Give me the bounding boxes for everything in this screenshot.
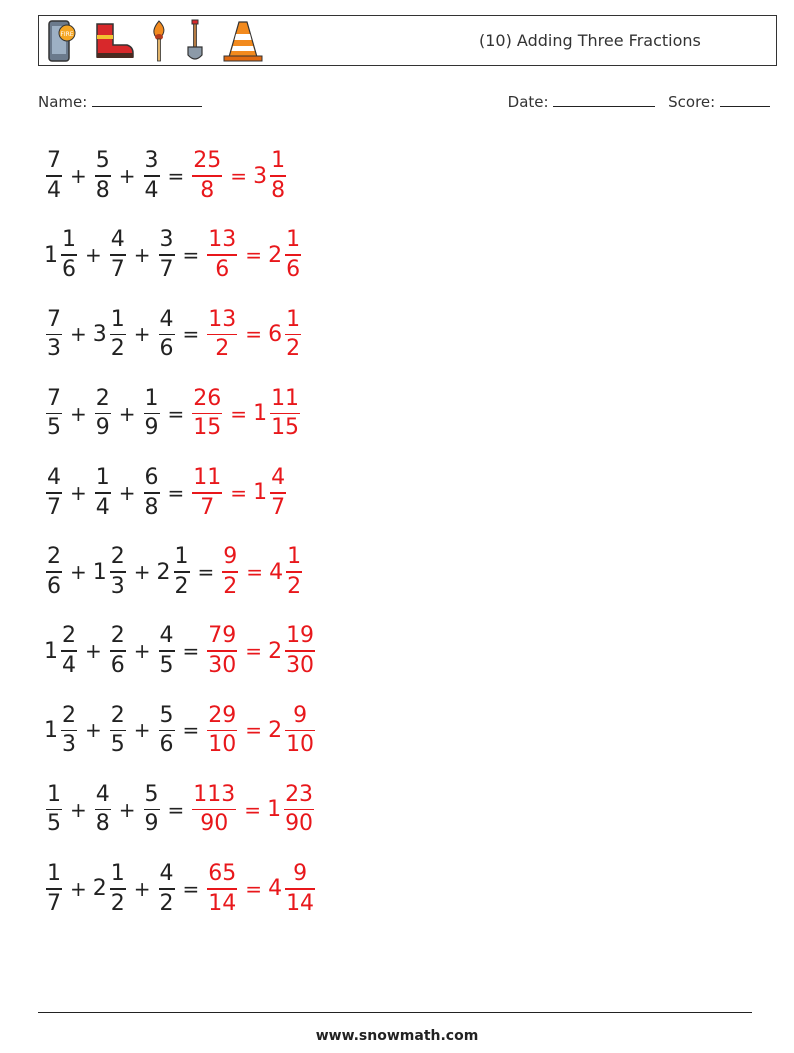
denominator: 6 (286, 256, 301, 282)
plus-sign: + (118, 480, 136, 505)
fraction (108, 702, 128, 758)
denominator: 5 (110, 732, 125, 758)
fraction (142, 150, 162, 202)
whole-number: 1 (253, 480, 268, 506)
fraction (283, 625, 317, 677)
plus-sign: + (70, 401, 87, 426)
plus-sign: + (133, 639, 151, 664)
denominator: 90 (285, 811, 314, 837)
whole-number: 4 (269, 559, 284, 585)
denominator: 5 (47, 811, 61, 837)
numerator: 7 (47, 306, 61, 332)
numerator: 2 (110, 623, 125, 649)
denominator: 10 (286, 732, 315, 758)
fraction (157, 625, 177, 677)
numerator: 2 (62, 702, 76, 728)
fraction (108, 625, 128, 677)
numerator: 7 (47, 385, 61, 411)
addend (142, 385, 162, 441)
plus-sign: + (118, 164, 136, 188)
denominator: 4 (95, 494, 110, 520)
addend (93, 546, 128, 598)
plus-sign: + (70, 876, 87, 901)
worksheet-title: (10) Adding Three Fractions (479, 31, 701, 50)
fraction (44, 546, 64, 598)
whole-number: 1 (267, 797, 282, 823)
improper-fraction-answer (205, 229, 239, 281)
fraction (44, 781, 64, 837)
fraction (157, 702, 177, 758)
numerator: 7 (47, 148, 61, 174)
equals-sign: = (182, 718, 200, 743)
numerator: 13 (208, 227, 237, 253)
whole-number: 1 (44, 717, 58, 743)
problem-row (44, 146, 288, 206)
answer (205, 702, 317, 758)
numerator: 4 (159, 306, 174, 332)
whole-number: 3 (92, 321, 107, 347)
denominator: 4 (47, 177, 61, 203)
denominator: 8 (200, 177, 215, 203)
numerator: 19 (286, 623, 315, 649)
equals-sign: = (182, 876, 200, 901)
denominator: 6 (110, 652, 125, 678)
fraction (93, 781, 113, 837)
fraction (283, 229, 303, 281)
fraction (108, 306, 128, 362)
denominator: 3 (110, 573, 125, 599)
denominator: 2 (110, 336, 125, 362)
whole-number: 1 (44, 242, 58, 268)
addend (44, 306, 64, 362)
addend (93, 781, 113, 837)
plus-sign: + (133, 718, 151, 743)
numerator: 13 (208, 306, 237, 332)
addend (44, 781, 64, 837)
plus-sign: + (70, 797, 87, 822)
plus-sign: + (133, 243, 151, 268)
name-field (38, 92, 202, 111)
denominator: 90 (200, 811, 229, 837)
equals-sign: = (167, 797, 185, 822)
denominator: 2 (286, 336, 301, 362)
equals-sign: = (245, 243, 263, 268)
addend (93, 150, 113, 202)
denominator: 9 (95, 415, 110, 441)
improper-fraction-answer (205, 625, 239, 677)
addend (108, 229, 128, 281)
denominator: 7 (110, 256, 125, 282)
denominator: 30 (208, 652, 237, 678)
fraction (283, 863, 317, 915)
denominator: 6 (159, 336, 174, 362)
problem-row (44, 700, 317, 760)
footer-divider (38, 1012, 752, 1013)
denominator: 7 (271, 494, 286, 520)
name-label: Name: (38, 93, 88, 111)
plus-sign: + (70, 164, 87, 188)
numerator: 23 (285, 781, 314, 807)
score-label: Score: (668, 93, 716, 111)
plus-sign: + (85, 718, 102, 743)
numerator: 5 (95, 148, 110, 174)
denominator: 6 (47, 573, 61, 599)
addend (44, 467, 64, 519)
addend (157, 546, 192, 598)
shovel-icon (183, 19, 207, 63)
addend (157, 863, 177, 915)
equals-sign: = (182, 639, 200, 664)
addend (142, 150, 162, 202)
numerator: 4 (271, 465, 286, 491)
fraction (142, 467, 162, 519)
date-blank[interactable] (553, 92, 655, 107)
improper-fraction-answer (190, 150, 224, 202)
addend (93, 863, 128, 915)
denominator: 6 (215, 256, 230, 282)
header-icons (47, 18, 265, 64)
plus-sign: + (133, 322, 151, 347)
addend (157, 229, 177, 281)
plus-sign: + (118, 797, 136, 822)
numerator: 1 (110, 861, 125, 887)
footer-url: www.snowmath.com (315, 1028, 479, 1044)
whole-number: 1 (253, 401, 268, 427)
improper-fraction-answer (190, 781, 238, 837)
fraction (59, 229, 79, 281)
fraction (44, 385, 64, 441)
denominator: 7 (47, 494, 61, 520)
plus-sign: + (70, 480, 87, 505)
date-score-fields (508, 92, 770, 111)
denominator: 2 (287, 573, 302, 599)
improper-fraction-answer (205, 306, 239, 362)
numerator: 4 (110, 227, 125, 253)
problem-row (44, 225, 303, 285)
improper-fraction-answer (190, 467, 224, 519)
denominator: 2 (159, 890, 174, 916)
problem-row (44, 780, 316, 840)
fraction (93, 150, 113, 202)
numerator: 2 (47, 544, 61, 570)
denominator: 15 (271, 415, 300, 441)
plus-sign: + (85, 243, 102, 268)
plus-sign: + (133, 876, 151, 901)
answer (220, 546, 304, 598)
mixed-number-answer (269, 546, 304, 598)
answer (205, 229, 303, 281)
denominator: 15 (193, 415, 222, 441)
denominator: 2 (174, 573, 189, 599)
denominator: 2 (215, 336, 230, 362)
fraction (268, 467, 288, 519)
addend (92, 306, 128, 362)
numerator: 65 (208, 861, 237, 887)
answer (190, 150, 288, 202)
numerator: 2 (95, 385, 110, 411)
addend (157, 625, 177, 677)
mixed-number-answer (268, 306, 303, 362)
plus-sign: + (70, 322, 87, 347)
denominator: 7 (159, 256, 174, 282)
answer (190, 385, 302, 441)
mixed-number-answer (268, 702, 317, 758)
mixed-number-answer (268, 229, 303, 281)
equals-sign: = (244, 797, 262, 822)
numerator: 26 (193, 385, 222, 411)
equals-sign: = (245, 322, 263, 347)
addend (44, 229, 79, 281)
whole-number: 1 (44, 638, 58, 664)
addend (44, 863, 64, 915)
numerator: 29 (208, 702, 237, 728)
name-blank[interactable] (92, 92, 202, 107)
plus-sign: + (85, 639, 102, 664)
numerator: 1 (95, 465, 110, 491)
numerator: 11 (271, 385, 300, 411)
denominator: 8 (95, 811, 110, 837)
addend (44, 546, 64, 598)
whole-number: 2 (268, 242, 283, 268)
fraction (283, 306, 303, 362)
date-label: Date: (507, 93, 549, 111)
whole-number: 2 (268, 717, 283, 743)
phone-fire-icon (47, 19, 77, 63)
fire-boot-icon (91, 21, 135, 61)
denominator: 6 (62, 256, 76, 282)
numerator: 6 (144, 465, 159, 491)
numerator: 2 (110, 544, 125, 570)
plus-sign: + (70, 560, 87, 584)
equals-sign: = (182, 322, 200, 347)
whole-number: 2 (156, 559, 171, 585)
numerator: 1 (47, 781, 61, 807)
improper-fraction-answer (205, 863, 239, 915)
fraction (283, 702, 317, 758)
addend (108, 702, 128, 758)
denominator: 4 (62, 652, 76, 678)
traffic-cone-icon (221, 19, 265, 63)
fraction (108, 546, 128, 598)
plus-sign: + (118, 401, 136, 426)
numerator: 1 (286, 306, 301, 332)
svg-text:FIRE: FIRE (60, 31, 74, 38)
improper-fraction-answer (190, 385, 224, 441)
numerator: 11 (193, 465, 222, 491)
equals-sign: = (230, 401, 248, 426)
mixed-number-answer (268, 625, 317, 677)
addend (44, 702, 79, 758)
problem-row (44, 384, 302, 444)
mixed-number-answer (268, 863, 317, 915)
answer (205, 625, 317, 677)
denominator: 9 (144, 811, 159, 837)
whole-number: 2 (92, 876, 107, 902)
numerator: 1 (62, 227, 76, 253)
equals-sign: = (167, 480, 185, 505)
equals-sign: = (245, 718, 263, 743)
numerator: 2 (62, 623, 76, 649)
fraction (59, 625, 79, 677)
numerator: 3 (159, 227, 174, 253)
fraction (268, 385, 302, 441)
problem-row (44, 542, 304, 602)
problem-row (44, 859, 317, 919)
numerator: 9 (223, 544, 238, 570)
denominator: 10 (208, 732, 237, 758)
mixed-number-answer (267, 781, 316, 837)
numerator: 5 (144, 781, 159, 807)
fraction (157, 863, 177, 915)
denominator: 8 (95, 177, 110, 203)
fraction (157, 306, 177, 362)
addend (93, 467, 113, 519)
denominator: 2 (223, 573, 238, 599)
denominator: 3 (47, 336, 61, 362)
mixed-number-answer (253, 467, 288, 519)
answer (190, 467, 288, 519)
numerator: 1 (47, 861, 61, 887)
fraction (93, 467, 113, 519)
addend (157, 306, 177, 362)
mixed-number-answer (253, 150, 288, 202)
fraction (268, 150, 288, 202)
numerator: 4 (47, 465, 61, 491)
numerator: 9 (293, 702, 308, 728)
equals-sign: = (197, 560, 215, 584)
equals-sign: = (167, 164, 185, 188)
denominator: 14 (208, 890, 237, 916)
fraction (157, 229, 177, 281)
denominator: 6 (159, 732, 174, 758)
mixed-number-answer (253, 385, 302, 441)
whole-number: 2 (268, 638, 283, 664)
fraction (59, 702, 79, 758)
fraction (142, 385, 162, 441)
equals-sign: = (167, 401, 185, 426)
fraction (142, 781, 162, 837)
denominator: 7 (200, 494, 215, 520)
problem-row (44, 463, 288, 523)
fraction (108, 229, 128, 281)
denominator: 14 (286, 890, 315, 916)
equals-sign: = (182, 243, 200, 268)
addend (93, 385, 113, 441)
denominator: 3 (62, 732, 76, 758)
equals-sign: = (230, 164, 248, 188)
denominator: 5 (159, 652, 174, 678)
numerator: 1 (271, 148, 286, 174)
equals-sign: = (230, 480, 248, 505)
numerator: 1 (174, 544, 189, 570)
score-blank[interactable] (720, 92, 770, 107)
fraction (44, 863, 64, 915)
fraction (44, 150, 64, 202)
problem-row (44, 621, 317, 681)
numerator: 1 (287, 544, 302, 570)
addend (44, 385, 64, 441)
fraction (284, 546, 304, 598)
numerator: 1 (144, 385, 159, 411)
worksheet-header (38, 15, 777, 66)
numerator: 4 (159, 623, 174, 649)
numerator: 2 (110, 702, 125, 728)
match-icon (149, 19, 169, 63)
answer (190, 781, 316, 837)
whole-number: 4 (268, 876, 283, 902)
whole-number: 1 (92, 559, 107, 585)
numerator: 79 (208, 623, 237, 649)
addend (142, 467, 162, 519)
numerator: 5 (159, 702, 174, 728)
denominator: 2 (110, 890, 125, 916)
fraction (282, 781, 316, 837)
equals-sign: = (245, 876, 263, 901)
addend (142, 781, 162, 837)
fraction (93, 385, 113, 441)
fraction (108, 863, 128, 915)
fraction (44, 306, 64, 362)
numerator: 25 (193, 148, 222, 174)
addend (44, 150, 64, 202)
denominator: 30 (286, 652, 315, 678)
plus-sign: + (133, 560, 151, 584)
improper-fraction-answer (220, 546, 240, 598)
numerator: 4 (95, 781, 110, 807)
answer (205, 863, 317, 915)
numerator: 113 (193, 781, 236, 807)
denominator: 7 (47, 890, 61, 916)
denominator: 4 (144, 177, 159, 203)
addend (44, 625, 79, 677)
problem-row (44, 304, 303, 364)
fraction (172, 546, 192, 598)
numerator: 1 (110, 306, 125, 332)
numerator: 4 (159, 861, 174, 887)
improper-fraction-answer (205, 702, 239, 758)
numerator: 9 (293, 861, 308, 887)
whole-number: 3 (253, 163, 268, 189)
denominator: 8 (271, 177, 286, 203)
numerator: 1 (286, 227, 301, 253)
addend (157, 702, 177, 758)
denominator: 5 (47, 415, 61, 441)
numerator: 3 (144, 148, 159, 174)
fraction (44, 467, 64, 519)
equals-sign: = (246, 560, 264, 584)
denominator: 9 (144, 415, 159, 441)
addend (108, 625, 128, 677)
denominator: 8 (144, 494, 159, 520)
equals-sign: = (245, 639, 263, 664)
answer (205, 306, 303, 362)
whole-number: 6 (268, 321, 283, 347)
